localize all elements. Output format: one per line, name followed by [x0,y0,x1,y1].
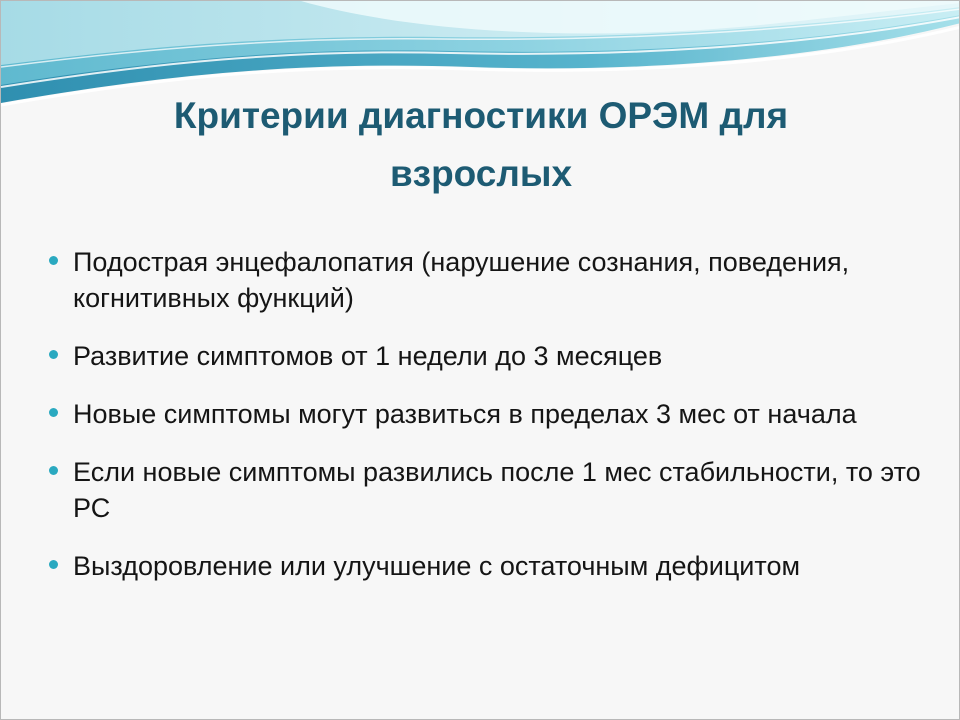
bullet-dot-icon [49,466,58,475]
bullet-dot-icon [49,560,58,569]
bullet-text: Выздоровление или улучшение с остаточным дефицитом [73,551,801,581]
bullet-item [47,454,937,526]
bullet-text: Развитие симптомов от 1 недели до 3 месяцев [73,341,663,371]
bullet-item [47,548,937,584]
bullet-text: Новые симптомы могут развиться в пределах 3 мес от начала [73,399,857,429]
bullet-text: Подострая энцефалопатия (нарушение сознания, поведения, когнитивных функций) [73,247,850,313]
bullet-item [47,338,937,374]
bullet-item [47,244,937,316]
bullet-dot-icon [49,350,58,359]
bullet-text: Если новые симптомы развились после 1 мес стабильности, то это РС [73,457,921,523]
bullet-list [47,244,937,584]
slide-title: Критерии диагностики ОРЭМ для взрослых [173,95,789,194]
bullet-item [47,396,937,432]
bullet-dot-icon [49,256,58,265]
bullet-dot-icon [49,408,58,417]
